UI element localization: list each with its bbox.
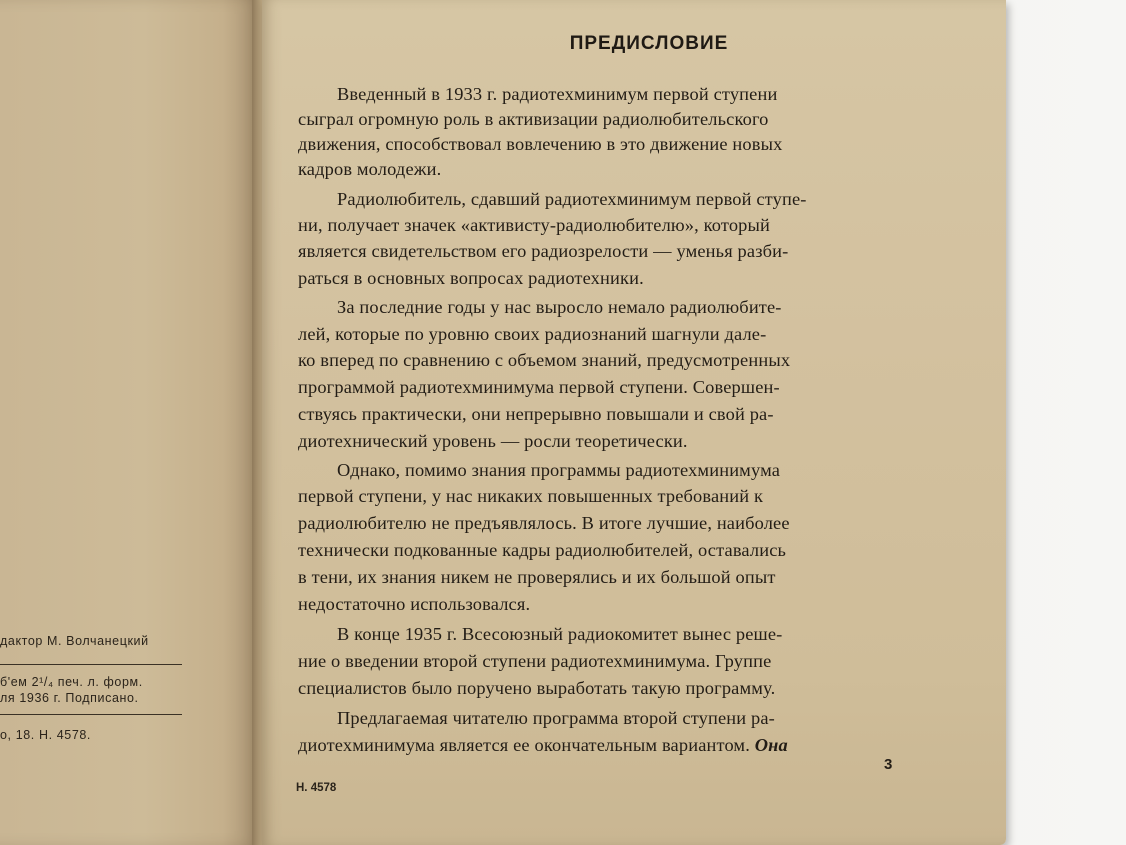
text-line: Введенный в 1933 г. радиотехминимум первой ступени: [337, 84, 778, 104]
text-line: технически подкованные кадры радиолюбителей, оставались: [298, 540, 787, 560]
imprint-volume: б'ем 2¹/₄ печ. л. форм.: [0, 675, 143, 689]
text-line-main: диотехминимума является ее окончательным вариантом.: [298, 735, 750, 755]
text-line: Однако, помимо знания программы радиотехминимума: [337, 460, 781, 480]
text-line: ко вперед по сравнению с объемом знаний, предусмотренных: [298, 350, 791, 370]
text-line: программой радиотехминимума первой ступени. Совершен-: [298, 377, 780, 397]
text-line: ни, получает значек «активисту-радиолюбителю», который: [298, 215, 771, 235]
text-line: радиолюбителю не предъявлялось. В итоге лучшие, наиболее: [298, 513, 790, 533]
text-line: [298, 735, 788, 756]
imprint-signed: ля 1936 г. Подписано.: [0, 691, 139, 705]
text-line: В конце 1935 г. Всесоюзный радиокомитет вынес реше-: [337, 624, 783, 644]
text-line: Предлагаемая читателю программа второй ступени ра-: [337, 708, 775, 728]
text-line: кадров молодежи.: [298, 159, 442, 179]
text-line: в тени, их знания никем не проверялись и их большой опыт: [298, 567, 776, 587]
text-line: ние о введении второй ступени радиотехминимума. Группе: [298, 651, 772, 671]
imprint-divider: [0, 714, 182, 715]
text-line: лей, которые по уровню своих радиознаний шагнули дале-: [298, 324, 767, 344]
text-line: является свидетельством его радиозрелости — уменья разби-: [298, 241, 789, 261]
imprint-order: о, 18. Н. 4578.: [0, 728, 92, 742]
text-line: движения, способствовал вовлечению в это движение новых: [298, 134, 783, 154]
text-line: ствуясь практически, они непрерывно повышали и свой ра-: [298, 404, 774, 424]
text-line-italic-word: Она: [754, 735, 788, 755]
text-line: первой ступени, у нас никаких повышенных требований к: [298, 486, 764, 506]
imprint-divider: [0, 664, 182, 665]
text-line: диотехнический уровень — росли теоретически.: [298, 431, 688, 451]
text-line: Радиолюбитель, сдавший радиотехминимум первой ступе-: [337, 189, 807, 209]
signature-mark: Н. 4578: [296, 782, 337, 794]
left-page: [0, 0, 262, 845]
text-line: За последние годы у нас выросло немало радиолюбите-: [337, 297, 782, 317]
text-line: сыграл огромную роль в активизации радиолюбительского: [298, 109, 769, 129]
text-line: специалистов было поручено выработать такую программу.: [298, 678, 776, 698]
page-title: ПРЕДИСЛОВИЕ: [569, 33, 729, 54]
text-line: раться в основных вопросах радиотехники.: [298, 268, 644, 288]
imprint-editor: дактор М. Волчанецкий: [0, 634, 149, 648]
text-line: недостаточно использовался.: [298, 594, 531, 614]
page-number: 3: [884, 756, 893, 773]
